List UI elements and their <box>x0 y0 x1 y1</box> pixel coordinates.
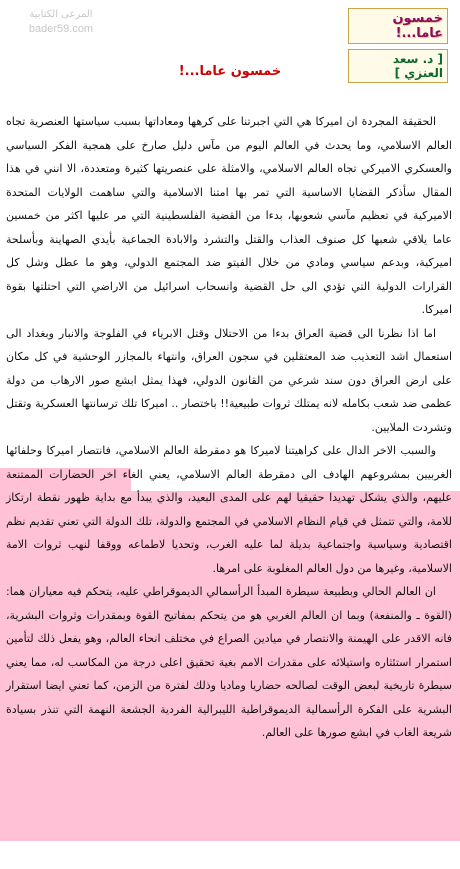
watermark-url: bader59.com <box>28 23 94 35</box>
article-body <box>6 110 452 745</box>
bracket-open: [ <box>437 52 443 66</box>
paragraph-lead: والسبب الاخر الدال على كراهيتنا لاميركا هو دمقرطة العالم الاسلامي، <box>115 444 437 457</box>
article-heading: خمسون عاما...! <box>178 64 282 79</box>
paragraph <box>6 439 452 580</box>
paragraph: ان العالم الحالي وبطبيعة سيطرة المبدأ الرأسمالي الديموقراطي عليه، يتحكم فيه معياران هما: (القوة ـ والمنفعة) وبما ان العالم الغربي هو من يتحكم بمفاتيح القوة وبمقدرات وثروات البشرية، فانه الاقدر على الهيمنة والانتصار في ميادين الصراع في مختلف انحاء العالم، وهو يفعل ذلك لتأمين استمرار استئثاره واستيلائه على مقدرات الامم بغية تحقيق اعلى درجة من المكاسب له، مما يعني سيطرة تاريخية لبعض الوقت لصالحه حضاريا وماديا وذلك لفترة من الزمن، كما تعني ايضا استقرار البشرية على الفكرة الرأسمالية الديموقراطية الليبرالية الفردية الجشعة النهمة التي تنذر بسيادة شريعة الغاب في ابشع صورها على العالم. <box>6 585 452 739</box>
site-watermark <box>6 8 116 36</box>
author-name: د. سعد العنزي <box>392 52 443 80</box>
bracket-close: ] <box>394 66 401 80</box>
paragraph: الحقيقة المجردة ان اميركا هي التي اجبرتنا على كرهها ومعاداتها بسبب سياستها العنصرية تجاه العالم الاسلامي، وما يحدث في العالم اليوم من مآس دليل صارخ على همجية الفكر السياسي والعسكري الاميركي تجاه العالم الاسلامي، والامثلة على عنصريتها كثيرة ومتعددة، الا انني في هذا المقال سأذكر القضايا الاساسية التي تمر بها امتنا الاسلامية والتي ساهمت الولايات المتحدة الاميركية في تعظيم مآسي شعوبها، بدءا من القضية الفلسطينية التي مر عليها اكثر من خمسين عاما يلاقي شعبها كل صنوف العذاب والقتل والتشرد والابادة الجماعية بأيدي الصهاينة وبأسلحة اميركية، وبدعم سياسي ومادي من خلال الفيتو ضد المجتمع الدولي، وهو ما عطل وشل كل القرارات الدولية التي تؤدي الى حل القضية وانسحاب اسرائيل من الاراضي التي احتلتها بقوة اميركا. <box>6 115 452 316</box>
highlighted-text: فانتصار اميركا وحلفائها الغربيين بمشروعهم الهادف الى دمقرطة العالم الاسلامي، يعني الغاء اخر الحضارات الممتنعة عليهم، والذي يشكل تهديدا حقيقيا لهم على المدى البعيد، والذي يبدأ مع بداية ظهور نقطة ارتكاز للامة، والتي تتمثل في قيام النظام الاسلامي في المجتمع والدولة، تلك الدولة التي تعني تقديم نظم اقتصادية وسياسية واجتماعية بديلة لما عليه الغرب، وتحديا لاطماعه ووقفا لنهب ثروات الامة الاسلامية، وغيرها من دول العالم المغلوبة على امرها. <box>6 444 452 575</box>
watermark-site-name: المرعى الكتابية <box>29 9 93 20</box>
article-title-label: خمسون عاما...! <box>348 8 448 44</box>
paragraph: اما اذا نظرنا الى قضية العراق بدءا من الاحتلال وقتل الابرياء في الفلوجة والانبار وبغداد الى استعمال اشد التعذيب ضد المعتقلين في سجون العراق، وانتهاء بالمجازر الوحشية في كل مكان على ارض العراق دون سند شرعي من القانون الدولي، فهذا يمثل ابشع صور الارهاب من دولة عظمى ضد شعب بكامله لانه يمتلك ثروات طبيعية!! باختصار .. اميركا تلك ترسانتها العسكرية وتقتل وتشردت الملايين. <box>6 326 452 434</box>
